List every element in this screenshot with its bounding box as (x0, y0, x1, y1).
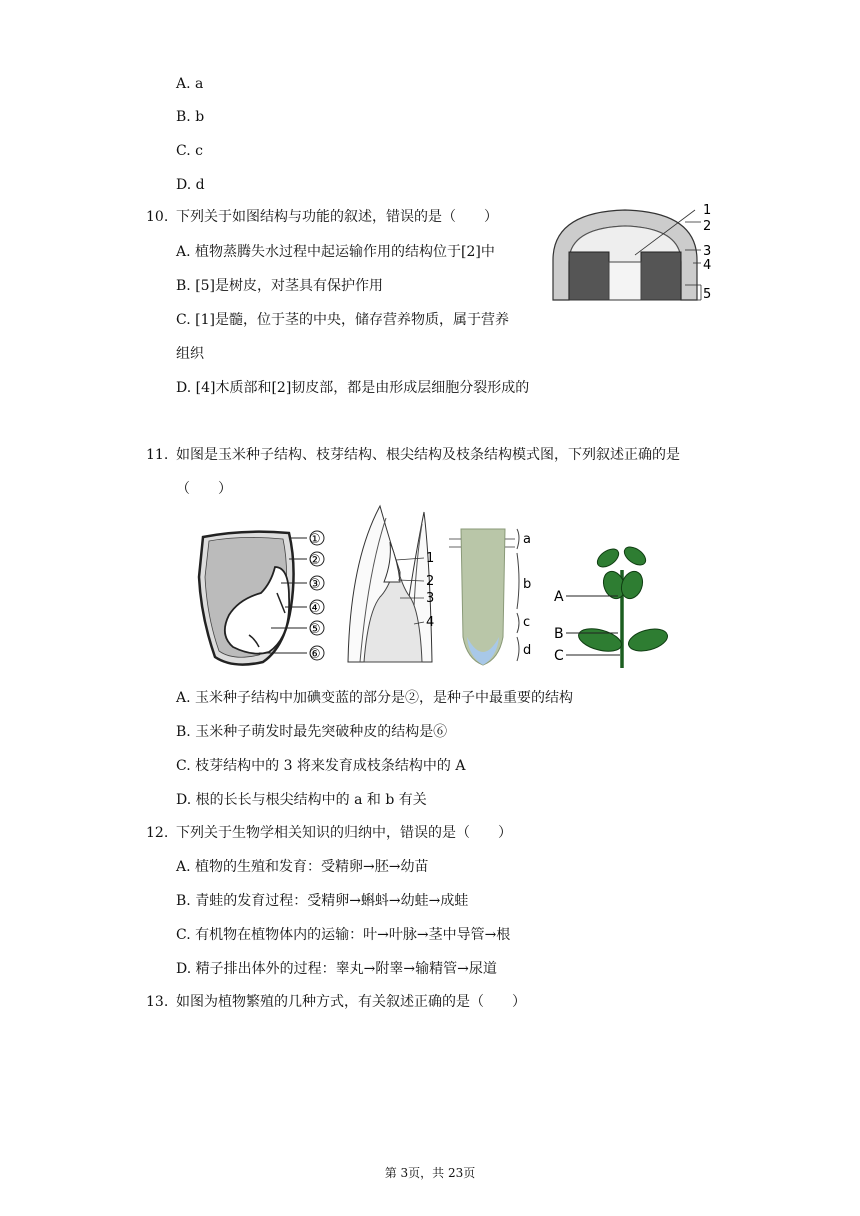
q9-option-c: C. c (176, 143, 203, 159)
root-label-b: b (523, 577, 532, 592)
branch-label-a: A (554, 589, 564, 605)
q10-stem: 下列关于如图结构与功能的叙述，错误的是（ ） (176, 209, 498, 225)
q10-option-d: D. [4]木质部和[2]韧皮部，都是由形成层细胞分裂形成的 (176, 380, 530, 396)
q12-option-a: A. 植物的生殖和发育：受精卵→胚→幼苗 (176, 859, 429, 875)
q9-option-d: D. d (176, 177, 205, 193)
q10-option-c-cont: 组织 (176, 346, 204, 362)
seed-label-2: ② (309, 553, 321, 568)
seed-label-5: ⑤ (309, 622, 321, 637)
q10-option-b: B. [5]是树皮，对茎具有保护作用 (176, 278, 384, 294)
q12-stem: 下列关于生物学相关知识的归纳中，错误的是（ ） (176, 825, 512, 841)
stem-label-1: 1 (703, 203, 712, 218)
q12-number: 12. (146, 825, 169, 841)
stem-cross-section-figure (545, 200, 720, 312)
root-label-c: c (523, 615, 531, 630)
bud-label-2: 2 (426, 574, 435, 589)
q11-option-d: D. 根的长长与根尖结构中的 a 和 b 有关 (176, 792, 427, 808)
q12-option-c: C. 有机物在植物体内的运输：叶→叶脉→茎中导管→根 (176, 927, 511, 943)
page-footer: 第 3页，共 23页 (384, 1166, 476, 1180)
q11-stem-cont: （ ） (176, 481, 232, 497)
q13-number: 13. (146, 994, 169, 1010)
q9-option-b: B. b (176, 109, 205, 125)
root-label-d: d (523, 643, 532, 658)
corn-seed-figure (193, 527, 333, 669)
q12-option-b: B. 青蛙的发育过程：受精卵→蝌蚪→幼蛙→成蛙 (176, 893, 469, 909)
q10-number: 10. (146, 209, 169, 225)
root-tip-figure (447, 527, 537, 669)
q11-stem: 如图是玉米种子结构、枝芽结构、根尖结构及枝条结构模式图，下列叙述正确的是 (176, 447, 680, 463)
q10-option-a: A. 植物蒸腾失水过程中起运输作用的结构位于[2]中 (176, 244, 495, 260)
branch-label-c: C (554, 648, 564, 664)
branch-label-b: B (554, 626, 564, 642)
q11-option-b: B. 玉米种子萌发时最先突破种皮的结构是⑥ (176, 724, 448, 740)
bud-label-4: 4 (426, 615, 435, 630)
stem-label-4: 4 (703, 258, 712, 273)
bud-label-1: 1 (426, 551, 435, 566)
q10-option-c: C. [1]是髓，位于茎的中央，储存营养物质，属于营养 (176, 312, 509, 328)
seed-label-1: ① (309, 532, 321, 547)
stem-label-2: 2 (703, 219, 712, 234)
seed-label-3: ③ (309, 577, 321, 592)
stem-label-5: 5 (703, 287, 712, 302)
q9-option-a: A. a (176, 76, 204, 92)
bud-label-3: 3 (426, 591, 435, 606)
q12-option-d: D. 精子排出体外的过程：睾丸→附睾→输精管→尿道 (176, 961, 497, 977)
branch-figure (552, 540, 672, 672)
q13-stem: 如图为植物繁殖的几种方式，有关叙述正确的是（ ） (176, 994, 526, 1010)
q11-option-c: C. 枝芽结构中的 3 将来发育成枝条结构中的 A (176, 758, 466, 774)
seed-label-6: ⑥ (309, 647, 321, 662)
branch-bud-figure (340, 502, 440, 670)
root-label-a: a (523, 532, 531, 547)
stem-label-3: 3 (703, 244, 712, 259)
q11-number: 11. (146, 447, 169, 463)
q11-option-a: A. 玉米种子结构中加碘变蓝的部分是②，是种子中最重要的结构 (176, 690, 574, 706)
seed-label-4: ④ (309, 601, 321, 616)
